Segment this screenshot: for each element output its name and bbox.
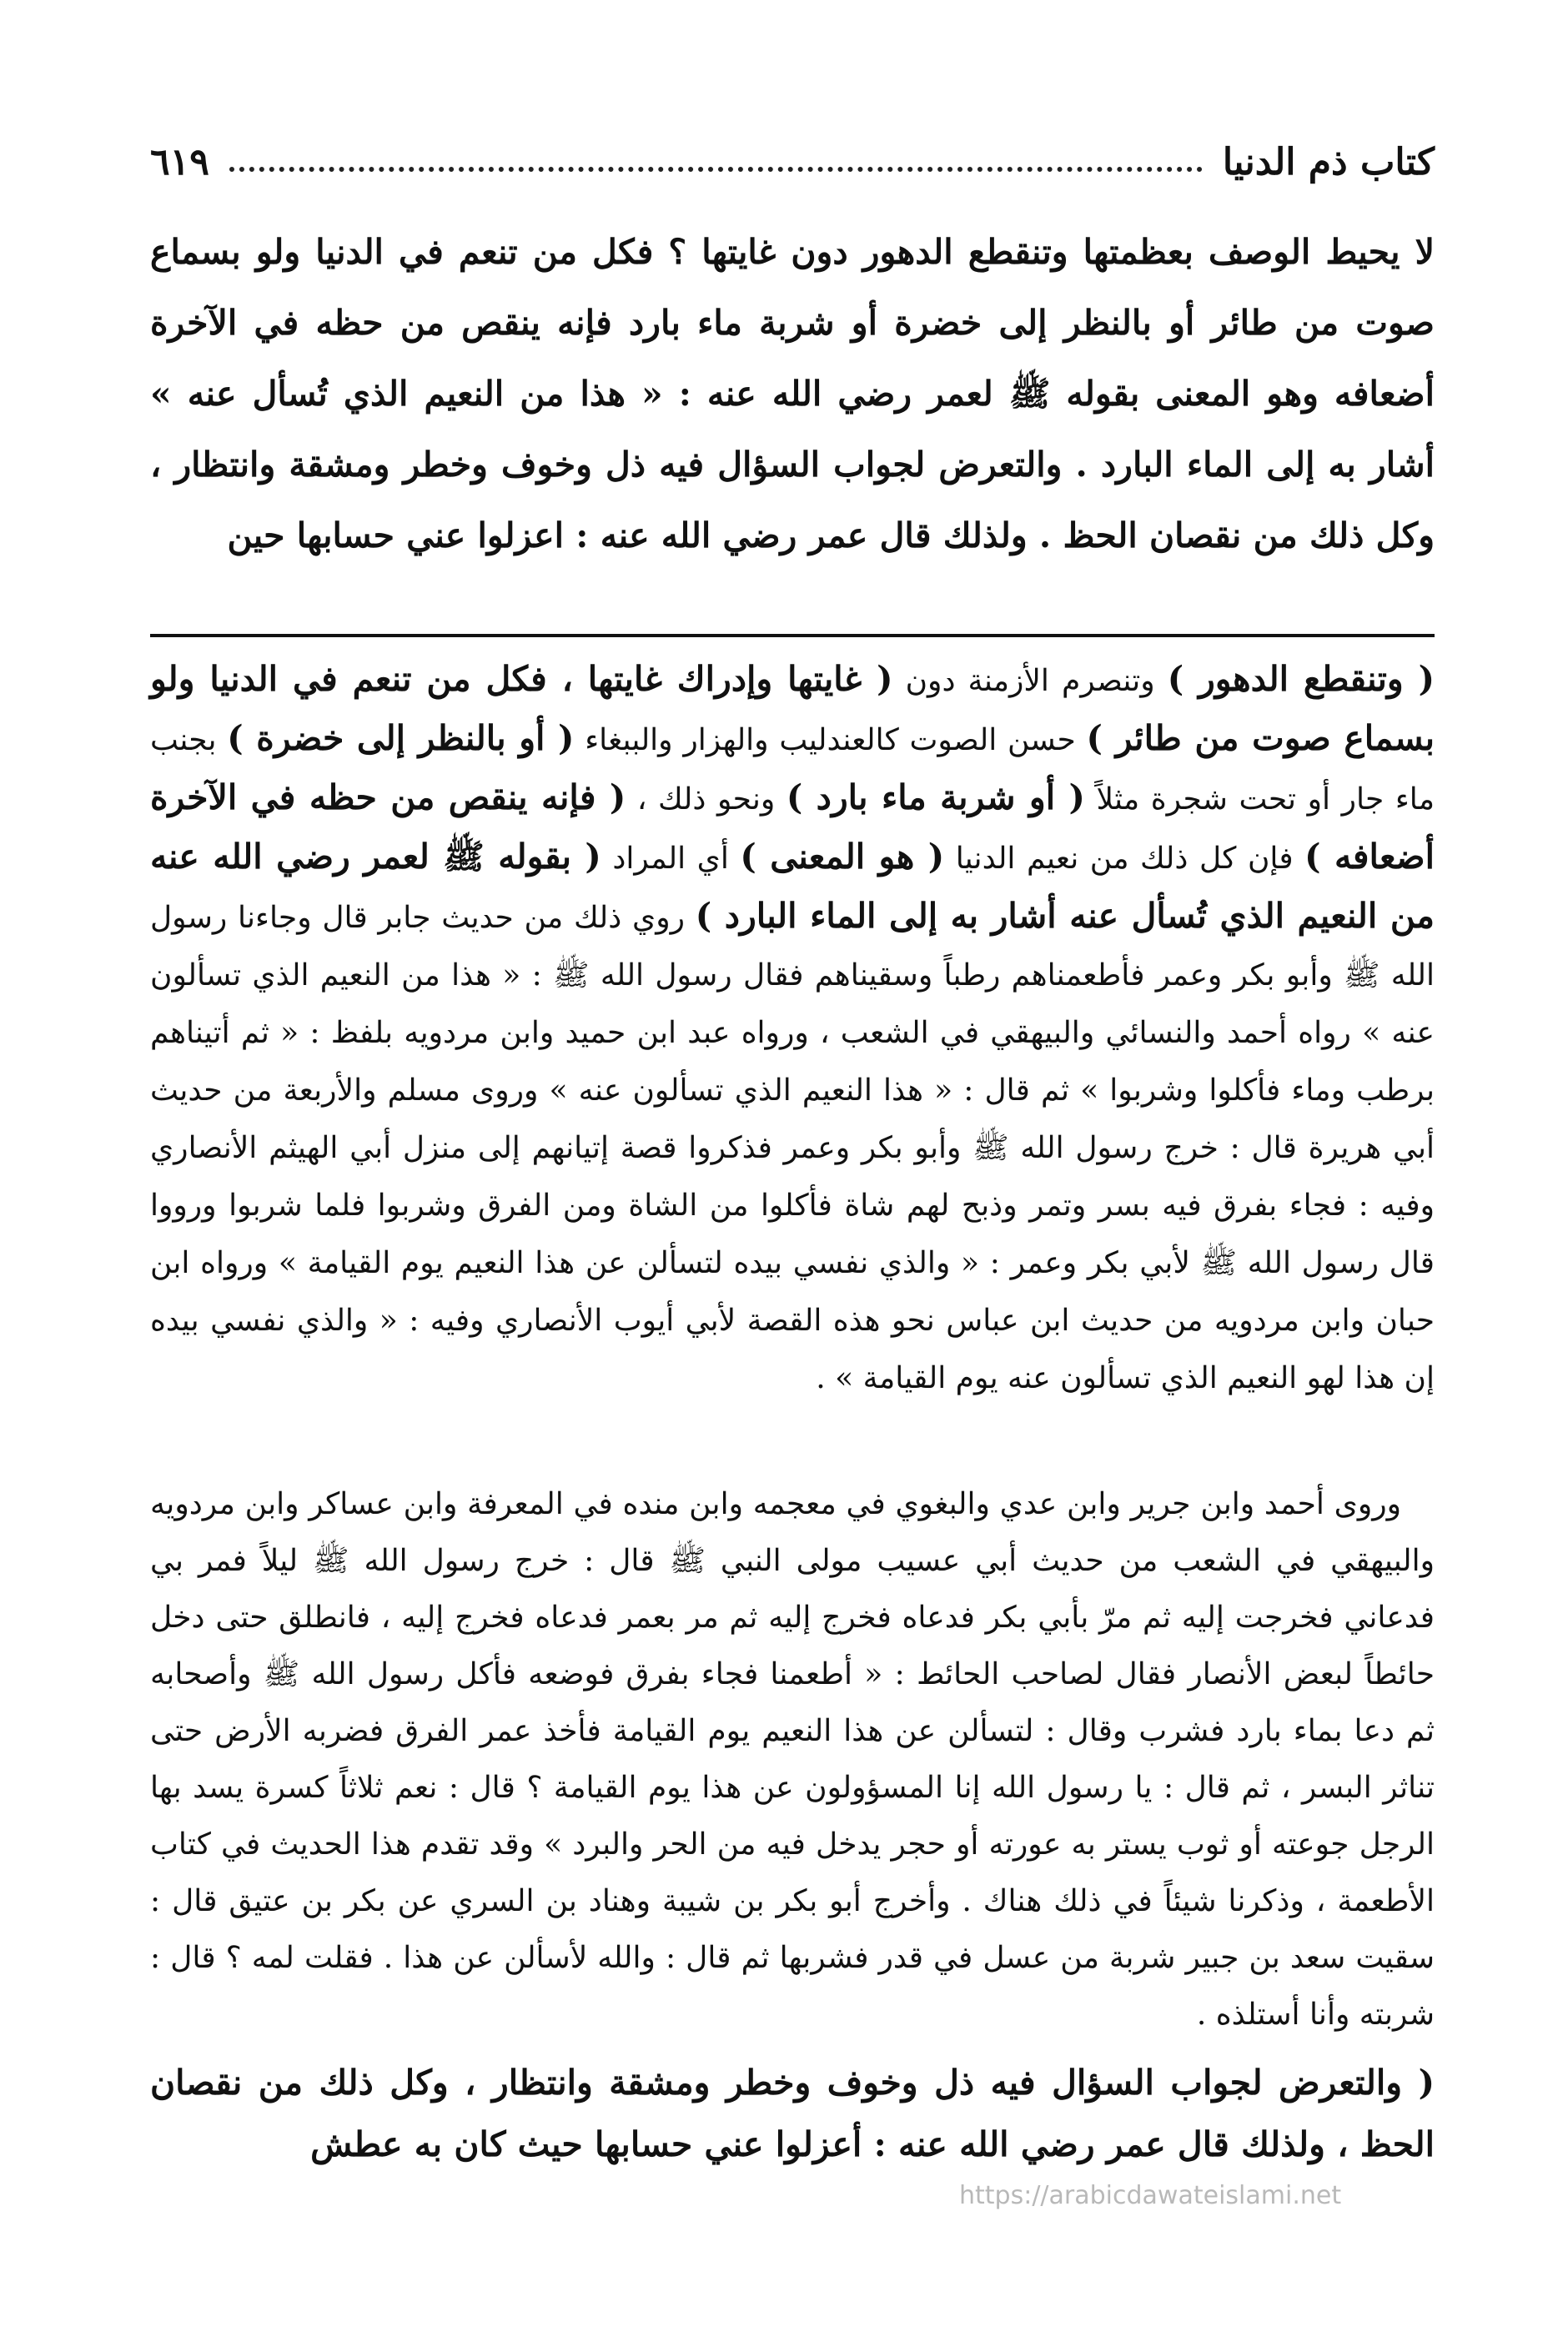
commentary-text: أي المراد [601,842,741,876]
commentary-text: بجنب ماء جار أو تحت شجرة مثلاً [150,723,1435,817]
watermark-url: https://arabicdawateislami.net [959,2181,1342,2210]
header-dot-leader [229,167,1203,172]
quoted-phrase: ( أو بالنظر إلى خضرة ) [227,718,575,758]
separator-rule [150,634,1435,637]
page-number: ٦١٩ [150,141,209,183]
commentary-text: روي ذلك من حديث جابر قال وجاءنا رسول الله ﷺ وأبو بكر وعمر فأطعمناهم رطباً وسقيناهم فقال رسول الله ﷺ : « هذا من النعيم الذي تسألون عنه » رواه أحمد والنسائي والبيهقي في الشعب ، ورواه عبد ابن حميد وابن مردويه بلفظ : « ثم أتيناهم برطب وماء فأكلوا وشربوا » ثم قال : « هذا النعيم الذي تسألون عنه » وروى مسلم والأربعة من حديث أبي هريرة قال : خرج رسول الله ﷺ وأبو بكر وعمر فذكروا قصة إتيانهم إلى منزل أبي الهيثم الأنصاري وفيه : فجاء بفرق فيه بسر وتمر وذبح لهم شاة فأكلوا من الشاة ومن الفرق وشربوا فلما شربوا ورووا قال رسول الله ﷺ لأبي بكر وعمر : « والذي نفسي بيده لتسألن عن هذا النعيم يوم القيامة » ورواه ابن حبان وابن مردويه من حديث ابن عباس نحو هذه القصة لأبي أيوب الأنصاري وفيه : « والذي نفسي بيده إن هذا لهو النعيم الذي تسألون عنه يوم القيامة » . [150,901,1435,1395]
commentary-text: ونحو ذلك ، [626,782,787,817]
commentary-text: فإن كل ذلك من نعيم الدنيا [944,842,1305,876]
quoted-phrase: ( أو شربة ماء بارد ) [786,777,1085,817]
quoted-phrase: ( فإنه ينقص من حظه في الآخرة أضعافه ) [150,777,1435,877]
commentary-text: حسن الصوت كالعندليب والهزار والببغاء [574,723,1087,757]
book-title: كتاب ذم الدنيا [1222,141,1435,183]
quoted-phrase: ( وتنقطع الدهور ) [1167,659,1435,699]
commentary-paragraph [150,651,1435,1407]
commentary-text: وتنصرم الأزمنة دون [892,664,1168,698]
quoted-phrase: ( غايتها وإدراك غايتها ، فكل من تنعم في الدنيا ولو بسماع صوت من طائر ) [150,659,1435,758]
running-header [150,108,1435,183]
main-text: لا يحيط الوصف بعظمتها وتنقطع الدهور دون غايتها ؟ فكل من تنعم في الدنيا ولو بسماع صوت من طائر أو بالنظر إلى خضرة أو شربة ماء بارد فإنه ينقص من حظه في الآخرة أضعافه وهو المعنى بقوله ﷺ لعمر رضي الله عنه : « هذا من النعيم الذي تُسأل عنه » أشار به إلى الماء البارد . والتعرض لجواب السؤال فيه ذل وخوف وخطر ومشقة وانتظار ، وكل ذلك من نقصان الحظ . ولذلك قال عمر رضي الله عنه : اعزلوا عني حسابها حين [150,232,1435,555]
commentary-paragraph-2: وروى أحمد وابن جرير وابن عدي والبغوي في معجمه وابن منده في المعرفة وابن عساكر وابن مردويه والبيهقي في الشعب من حديث أبي عسيب مولى النبي ﷺ قال : خرج رسول الله ﷺ ليلاً فمر بي فدعاني فخرجت إليه ثم مرّ بأبي بكر فدعاه فخرج إليه ثم مر بعمر فدعاه فخرج إليه ، فانطلق حتى دخل حائطاً لبعض الأنصار فقال لصاحب الحائط : « أطعمنا فجاء بفرق فوضعه فأكل رسول الله ﷺ وأصحابه ثم دعا بماء بارد فشرب وقال : لتسألن عن هذا النعيم يوم القيامة فأخذ عمر الفرق فضربه الأرض حتى تناثر البسر ، ثم قال : يا رسول الله إنا المسؤولون عن هذا يوم القيامة ؟ قال : نعم ثلاثاً كسرة يسد بها الرجل جوعته أو ثوب يستر به عورته أو حجر يدخل فيه من الحر والبرد » وقد تقدم هذا الحديث في كتاب الأطعمة ، وذكرنا شيئاً في ذلك هناك . وأخرج أبو بكر بن شيبة وهناد بن السري عن بكر بن عتيق قال : سقيت سعد بن جبير شربة من عسل في قدر فشربها ثم قال : والله لأسألن عن هذا . فقلت لمه ؟ قال : شربته وأنا أستلذه . [150,1487,1435,2032]
closing-main-text: ( والتعرض لجواب السؤال فيه ذل وخوف وخطر ومشقة وانتظار ، وكل ذلك من نقصان الحظ ، ولذلك قال عمر رضي الله عنه : أعزلوا عني حسابها حيث كان به عطش [150,2063,1435,2164]
quoted-phrase: ( بقوله ﷺ لعمر رضي الله عنه من النعيم الذي تُسأل عنه أشار به إلى الماء البارد ) [150,837,1435,936]
quoted-phrase: ( هو المعنى ) [740,837,945,877]
book-page [150,108,1435,2277]
